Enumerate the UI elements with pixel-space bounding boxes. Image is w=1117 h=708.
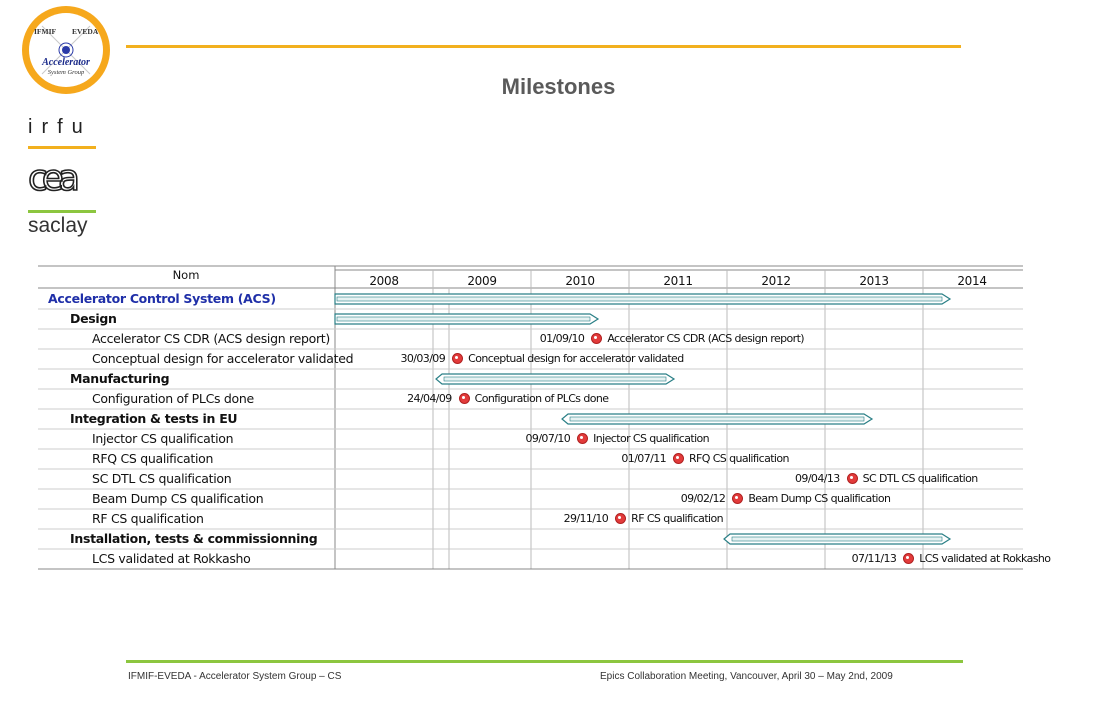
cea-text: cea bbox=[28, 158, 75, 199]
milestone-label: Beam Dump CS qualification bbox=[748, 492, 891, 505]
milestone-icon bbox=[732, 493, 743, 504]
year-header-2012: 2012 bbox=[761, 274, 791, 288]
task-name[interactable]: Configuration of PLCs done bbox=[92, 391, 254, 406]
logo-text-ifmif: IFMIF bbox=[34, 27, 57, 36]
name-column-header: Nom bbox=[172, 268, 200, 282]
milestone[interactable] bbox=[540, 332, 804, 346]
milestone-icon bbox=[847, 473, 858, 484]
irfu-divider bbox=[28, 146, 96, 149]
summary-bar-fill bbox=[444, 377, 666, 381]
milestone-date: 24/04/09 bbox=[407, 392, 452, 405]
task-name[interactable]: SC DTL CS qualification bbox=[92, 471, 232, 486]
milestone[interactable] bbox=[851, 552, 1051, 566]
milestone[interactable] bbox=[407, 392, 608, 406]
milestone[interactable] bbox=[401, 352, 684, 366]
task-name[interactable]: Beam Dump CS qualification bbox=[92, 491, 264, 506]
footer-right: Epics Collaboration Meeting, Vancouver, April 30 – May 2nd, 2009 bbox=[600, 671, 893, 682]
milestone-label: Configuration of PLCs done bbox=[474, 392, 609, 405]
milestone-label: Injector CS qualification bbox=[593, 432, 710, 445]
year-header-2011: 2011 bbox=[663, 274, 693, 288]
saclay-logo: saclay bbox=[28, 214, 88, 237]
milestone-date: 29/11/10 bbox=[563, 512, 609, 525]
year-header-2009: 2009 bbox=[467, 274, 497, 288]
task-name[interactable]: RFQ CS qualification bbox=[92, 451, 214, 466]
milestone[interactable] bbox=[526, 432, 710, 446]
task-name[interactable]: Conceptual design for accelerator validated bbox=[92, 351, 354, 366]
milestone-icon bbox=[615, 513, 626, 524]
task-group-name[interactable]: Manufacturing bbox=[70, 371, 170, 386]
summary-bar-fill bbox=[570, 417, 864, 421]
milestone-date: 07/11/13 bbox=[851, 552, 897, 565]
milestone-date: 09/07/10 bbox=[525, 432, 571, 445]
milestone-label: Accelerator CS CDR (ACS design report) bbox=[607, 332, 804, 345]
summary-bar-fill bbox=[337, 317, 590, 321]
milestone-date: 09/02/12 bbox=[680, 492, 726, 505]
footer-divider bbox=[126, 660, 963, 663]
milestone-icon bbox=[452, 353, 463, 364]
logo-text-system-group: System Group bbox=[47, 69, 85, 76]
milestone-icon bbox=[577, 433, 588, 444]
milestone[interactable] bbox=[621, 452, 789, 466]
task-group-name[interactable]: Installation, tests & commissionning bbox=[70, 531, 318, 546]
milestone-icon bbox=[673, 453, 684, 464]
task-name[interactable]: Injector CS qualification bbox=[92, 431, 234, 446]
year-header-2010: 2010 bbox=[565, 274, 595, 288]
task-name[interactable]: Accelerator CS CDR (ACS design report) bbox=[92, 331, 330, 346]
year-header-2013: 2013 bbox=[859, 274, 889, 288]
milestone-label: RF CS qualification bbox=[631, 512, 723, 525]
task-group-name[interactable]: Design bbox=[70, 311, 117, 326]
milestone-icon bbox=[591, 333, 602, 344]
task-group-name[interactable]: Accelerator Control System (ACS) bbox=[48, 291, 276, 306]
milestone-date: 09/04/13 bbox=[795, 472, 840, 485]
milestone-date: 30/03/09 bbox=[400, 352, 446, 365]
page-title: Milestones bbox=[501, 74, 616, 99]
task-group-name[interactable]: Integration & tests in EU bbox=[70, 411, 238, 426]
task-name[interactable]: RF CS qualification bbox=[92, 511, 204, 526]
milestone-label: Conceptual design for accelerator validated bbox=[468, 352, 684, 365]
year-header-2014: 2014 bbox=[957, 274, 987, 288]
milestone-icon bbox=[903, 553, 914, 564]
task-name[interactable]: LCS validated at Rokkasho bbox=[92, 551, 251, 566]
milestone[interactable] bbox=[564, 512, 723, 526]
milestone-label: SC DTL CS qualification bbox=[862, 472, 978, 485]
milestone[interactable] bbox=[681, 492, 891, 506]
logo-text-accelerator: Accelerator bbox=[42, 57, 90, 68]
footer-left: IFMIF-EVEDA - Accelerator System Group – CS bbox=[128, 671, 342, 682]
cea-logo bbox=[28, 158, 98, 199]
summary-bar-fill bbox=[732, 537, 942, 541]
irfu-logo: irfu bbox=[28, 116, 92, 138]
milestone-date: 01/09/10 bbox=[539, 332, 585, 345]
milestone-icon bbox=[459, 393, 470, 404]
saclay-divider bbox=[28, 210, 96, 213]
header-divider bbox=[126, 45, 961, 48]
year-header-2008: 2008 bbox=[369, 274, 399, 288]
milestone[interactable] bbox=[795, 472, 978, 486]
milestone-label: LCS validated at Rokkasho bbox=[919, 552, 1051, 565]
milestone-date: 01/07/11 bbox=[621, 452, 666, 465]
summary-bar-fill bbox=[337, 297, 942, 301]
milestone-label: RFQ CS qualification bbox=[689, 452, 789, 465]
logo-text-eveda: EVEDA bbox=[72, 27, 99, 36]
